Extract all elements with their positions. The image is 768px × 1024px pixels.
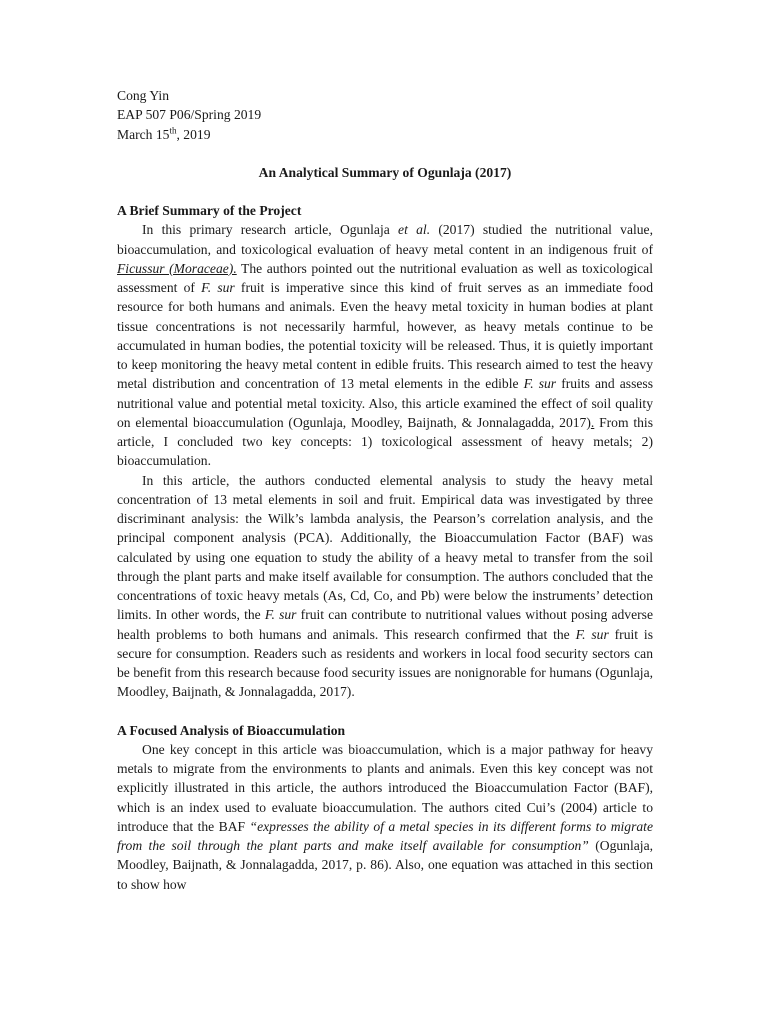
document-title: An Analytical Summary of Ogunlaja (2017) bbox=[258, 164, 512, 180]
text-run: fruit can contribute to nutritional values without posing adverse health problems to both humans and animals. This research confirmed that the bbox=[117, 607, 653, 642]
italic-text: F. sur bbox=[201, 280, 235, 295]
text-run: (Ogunlaja, Moodley, Baijnath, & Jonnalagadda, 2017, p. 86). Also, one equation was attached in this section to show how bbox=[117, 838, 653, 892]
paragraph bbox=[117, 471, 653, 702]
text-run: From this article, I concluded two key concepts: 1) toxicological assessment of heavy metals; 2) bioaccumulation. bbox=[117, 414, 653, 469]
author-name: Cong Yin bbox=[117, 88, 169, 103]
text-run: In this article, the authors conducted elemental analysis to study the heavy metal concentration of 13 metal elements in soil and fruit. Empirical data was investigated by three discriminant analysis: the Wilk’s lambda analysis, the Pearson’s correlation analysis, and the principal component analysis (PCA). Additionally, the Bioaccumulation Factor (BAF) was calculated by using one equation to study the ability of a heavy metal to transfer from the soil through the plant parts and make itself available for consumption. The authors concluded that the concentrations of toxic heavy metals (As, Cd, Co, and Pb) were below the instruments’ detection limits. In other words, the bbox=[117, 472, 653, 623]
course-info: EAP 507 P06/Spring 2019 bbox=[117, 107, 262, 123]
document-page bbox=[117, 86, 653, 894]
text-run: . bbox=[590, 414, 595, 430]
italic-text: F. sur bbox=[264, 607, 297, 623]
section-heading-summary: A Brief Summary of the Project bbox=[117, 203, 302, 218]
paragraph bbox=[117, 220, 653, 470]
text-run: fruits and assess nutritional value and potential metal toxicity. Also, this article examined the effect of soil quality on elemental bioaccumulation (Ogunlaja, Moodley, Baijnath, & Jonnalagadda, 2017) bbox=[117, 376, 654, 430]
italic-text: F. sur bbox=[575, 626, 609, 642]
date-year: , 2019 bbox=[176, 126, 211, 142]
text-run: fruit is secure for consumption. Readers such as residents and workers in local food security sectors can be benefit from this research because food security issues are nonignorable for humans (Ogunlaja, Moodley, Baijnath, & Jonnalagadda, 2017). bbox=[117, 626, 653, 700]
italic-text: et al. bbox=[398, 222, 431, 238]
text-run: fruit is imperative since this kind of fruit serves as an immediate food resource for both humans and animals. Even the heavy metal toxicity in human bodies at plant tissue concentrations is not necessarily harmful, however, as heavy metals continue to be accumulated in human bodies, the potential toxicity will be released. Thus, it is quietly important to keep monitoring the heavy metal content in edible fruits. This research aimed to test the heavy metal distribution and concentration of 13 metal elements in the edible bbox=[117, 280, 653, 392]
text-run: The authors pointed out the nutritional evaluation as well as toxicological assessment of bbox=[117, 260, 653, 295]
text-run: In this primary research article, Ogunlaja bbox=[142, 222, 399, 238]
text-run: One key concept in this article was bioaccumulation, which is a major pathway for heavy metals to migrate from the environments to plants and animals. Even this key concept was not explicitly illustrated in this article, the authors introduced the Bioaccumulation Factor (BAF), which is an index used to evaluate bioaccumulation. The authors cited Cui’s (2004) article to introduce that the BAF bbox=[117, 741, 653, 834]
text-run: (2017) studied the nutritional value, bioaccumulation, and toxicological evaluation of heavy metal content in an indigenous fruit of bbox=[117, 222, 653, 257]
paragraph bbox=[117, 740, 653, 894]
section-heading-bioaccumulation: A Focused Analysis of Bioaccumulation bbox=[117, 722, 346, 738]
submission-date bbox=[117, 125, 653, 144]
italic-text: F. sur bbox=[523, 376, 557, 392]
date-suffix: th bbox=[169, 124, 177, 135]
italic-text: Ficussur (Moraceae). bbox=[117, 260, 237, 276]
italic-text: “expresses the ability of a metal species in its different forms to migrate from the soil through the plant parts and make itself available for consumption” bbox=[117, 818, 653, 853]
date-month: March 15 bbox=[117, 126, 170, 142]
